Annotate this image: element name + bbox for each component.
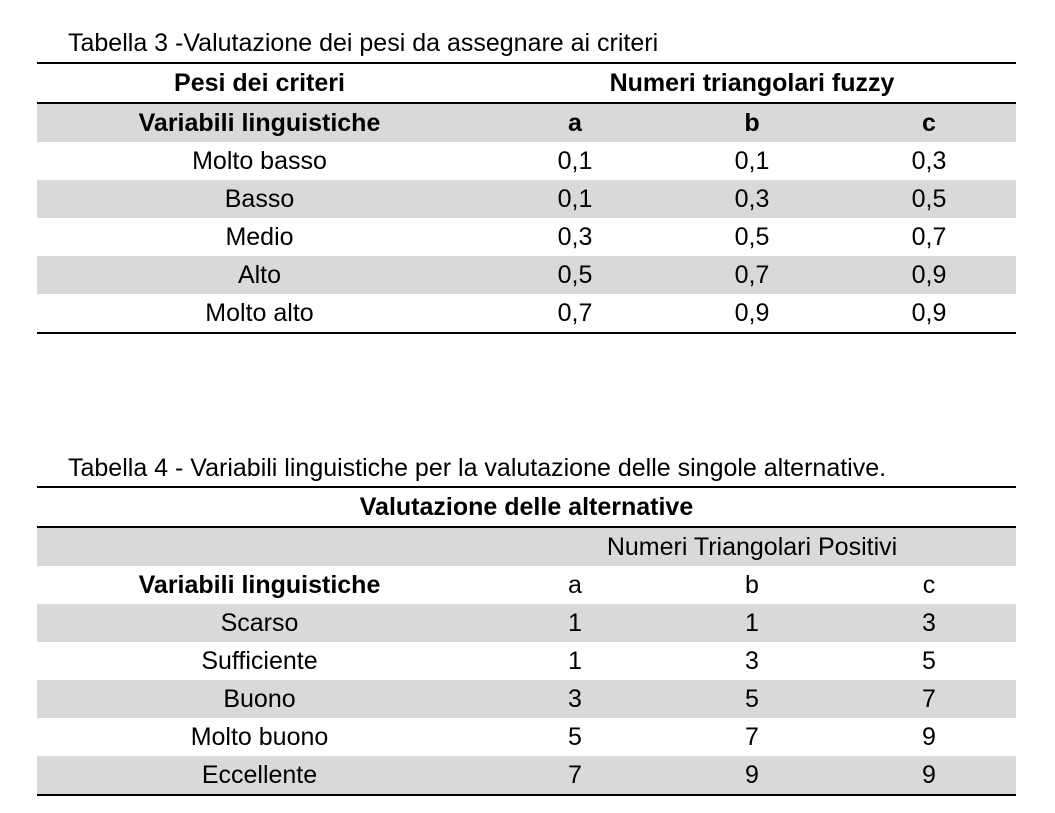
table-row	[37, 142, 1016, 180]
cell-b: 7	[745, 723, 759, 751]
cell-c: 3	[922, 609, 936, 637]
cell-c: 0,7	[911, 223, 947, 251]
table3-header-right: Numeri triangolari fuzzy	[609, 69, 895, 97]
cell-b: 0,7	[734, 261, 770, 289]
cell-b: 5	[745, 685, 759, 713]
table3-caption: Tabella 3 -Valutazione dei pesi da assegnare ai criteri	[68, 29, 659, 57]
table4-group-header: Numeri Triangolari Positivi	[606, 533, 898, 561]
table4-group-header-row	[37, 528, 1016, 566]
table-row	[37, 294, 1016, 334]
cell-c: 5	[922, 647, 936, 675]
row-label: Molto basso	[192, 147, 327, 175]
table4-subheader-row	[37, 566, 1016, 604]
table4-subheader-label: Variabili linguistiche	[138, 571, 381, 599]
table4-subheader-a: a	[568, 571, 582, 599]
table3-subheader-b: b	[744, 109, 760, 137]
cell-a: 1	[568, 609, 582, 637]
table-row	[37, 218, 1016, 256]
row-label: Buono	[223, 685, 296, 713]
cell-b: 0,3	[734, 185, 770, 213]
cell-a: 0,1	[557, 147, 593, 175]
row-label: Molto alto	[205, 299, 314, 327]
row-label: Molto buono	[190, 723, 329, 751]
table3-header-row	[37, 62, 1016, 102]
table4	[37, 486, 1016, 796]
table3-subheader-c: c	[922, 109, 936, 137]
table4-subheader-c: c	[922, 571, 936, 599]
row-label: Sufficiente	[201, 647, 318, 675]
table4-caption: Tabella 4 - Variabili linguistiche per la valutazione delle singole alternative.	[68, 454, 887, 482]
cell-c: 0,5	[911, 185, 947, 213]
table-row	[37, 642, 1016, 680]
row-label: Basso	[224, 185, 295, 213]
table-row	[37, 604, 1016, 642]
table3	[37, 62, 1016, 334]
cell-c: 9	[922, 723, 936, 751]
cell-a: 0,1	[557, 185, 593, 213]
row-label: Scarso	[220, 609, 299, 637]
cell-c: 7	[922, 685, 936, 713]
cell-b: 0,5	[734, 223, 770, 251]
table4-subheader-b: b	[745, 571, 759, 599]
row-label: Eccellente	[201, 761, 318, 789]
cell-b: 3	[745, 647, 759, 675]
cell-a: 0,5	[557, 261, 593, 289]
table4-title-row	[37, 486, 1016, 528]
cell-c: 0,9	[911, 299, 947, 327]
cell-c: 0,3	[911, 147, 947, 175]
table-row	[37, 718, 1016, 756]
table3-subheader-row	[37, 102, 1016, 142]
table-row	[37, 256, 1016, 294]
cell-a: 7	[568, 761, 582, 789]
table3-subheader-a: a	[568, 109, 582, 137]
table-row	[37, 680, 1016, 718]
cell-a: 3	[568, 685, 582, 713]
table3-subheader-label: Variabili linguistiche	[138, 109, 381, 137]
row-label: Alto	[237, 261, 282, 289]
cell-b: 9	[745, 761, 759, 789]
cell-a: 5	[568, 723, 582, 751]
table-row	[37, 180, 1016, 218]
cell-c: 0,9	[911, 261, 947, 289]
table4-title: Valutazione delle alternative	[359, 493, 694, 521]
cell-a: 0,3	[557, 223, 593, 251]
table-row	[37, 756, 1016, 796]
cell-a: 0,7	[557, 299, 593, 327]
table3-header-left: Pesi dei criteri	[174, 69, 345, 97]
cell-b: 0,1	[734, 147, 770, 175]
cell-c: 9	[922, 761, 936, 789]
cell-a: 1	[568, 647, 582, 675]
cell-b: 0,9	[734, 299, 770, 327]
row-label: Medio	[225, 223, 294, 251]
cell-b: 1	[745, 609, 759, 637]
